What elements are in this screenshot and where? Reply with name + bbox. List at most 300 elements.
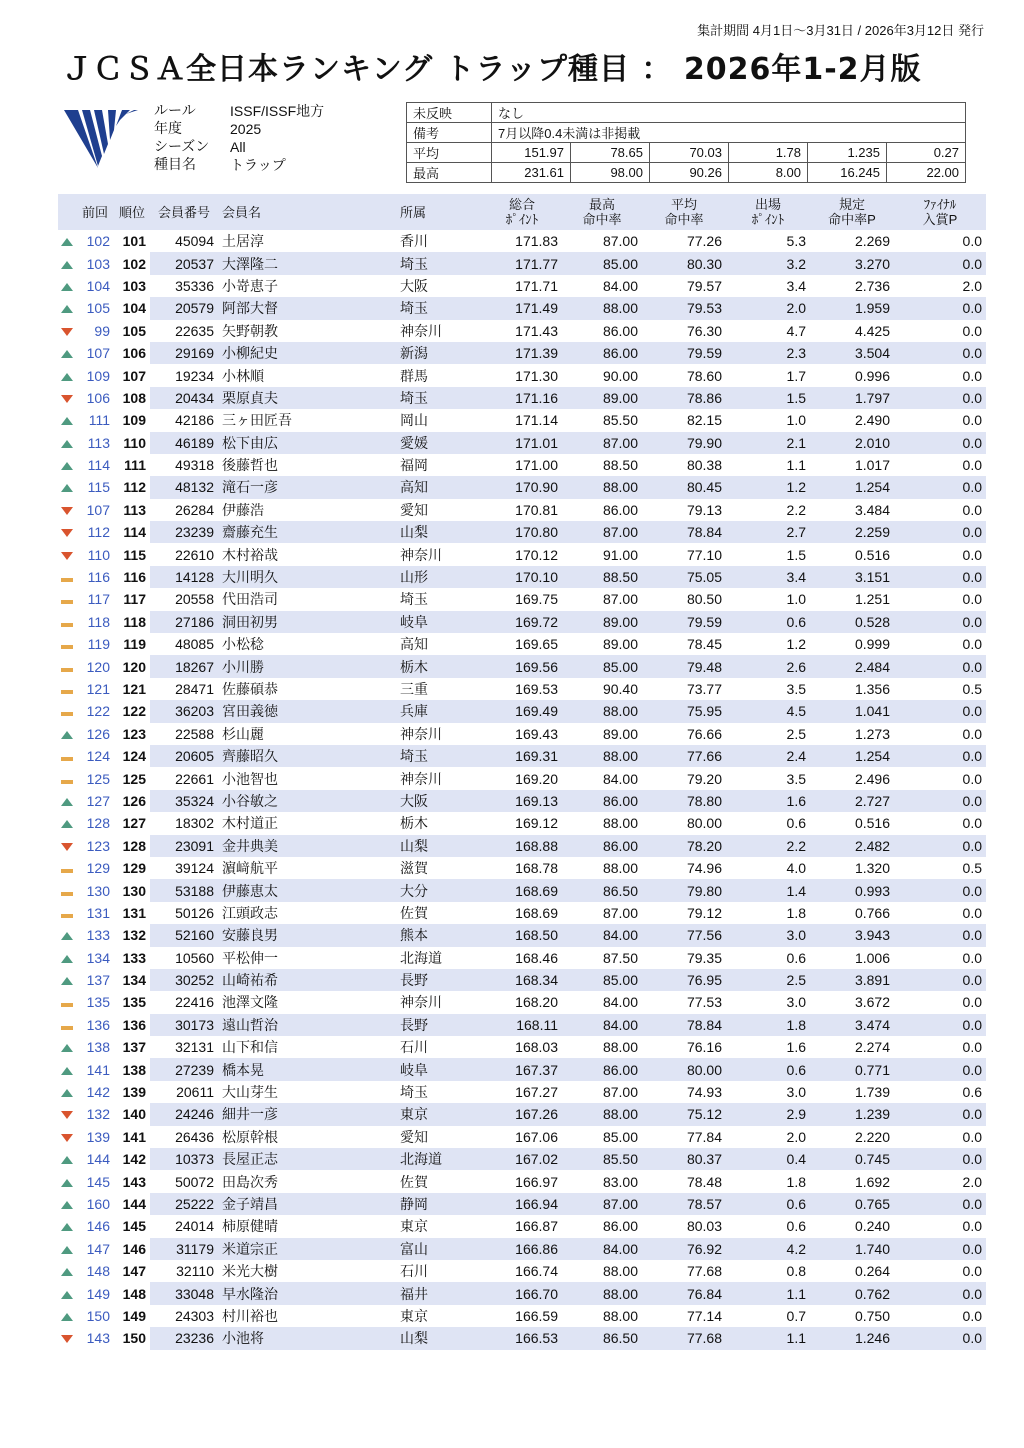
trend-down-icon [61, 552, 73, 560]
header-reg-line1: 規定 [838, 197, 865, 212]
member-name-cell: 佐藤碩恭 [222, 681, 278, 697]
final-prize-points-cell: 0.0 [962, 457, 982, 474]
summary-stats-table [406, 102, 966, 183]
prev-rank-cell: 132 [86, 1106, 110, 1123]
member-name-cell: 長屋正志 [218, 1148, 396, 1170]
best-hit-rate-cell: 88.00 [562, 700, 642, 722]
header-avg [642, 194, 726, 230]
header-appear [726, 194, 810, 230]
member-no-cell: 49318 [175, 457, 214, 474]
regulation-rate-points-cell: 1.356 [854, 681, 890, 697]
avg-hit-rate-cell: 80.30 [642, 252, 726, 274]
trend-same-icon [61, 578, 73, 582]
prev-rank-cell: 128 [86, 815, 110, 832]
prefecture-cell: 岡山 [400, 412, 428, 429]
trend-up-icon [61, 350, 73, 358]
final-prize-points-cell: 0.0 [894, 1193, 986, 1215]
appearance-points-cell: 0.6 [726, 1193, 810, 1215]
member-name-cell: 土居淳 [222, 233, 264, 250]
trend-down-icon [61, 328, 73, 336]
member-name-cell: 滝石一彦 [218, 476, 396, 498]
avg-hit-rate-cell: 80.00 [642, 1058, 726, 1080]
prefecture-cell: 福井 [396, 1282, 482, 1304]
best-hit-rate-cell: 84.00 [562, 1238, 642, 1260]
prefecture-cell: 神奈川 [400, 546, 442, 563]
final-prize-points-cell: 0.0 [962, 1128, 982, 1145]
regulation-rate-points-cell: 1.320 [854, 860, 890, 877]
member-name-cell: 杉山麗 [222, 725, 264, 742]
rank-cell: 103 [122, 277, 146, 294]
member-no-cell: 42186 [175, 412, 214, 429]
appearance-points-cell: 4.7 [786, 322, 806, 339]
meta-row [154, 156, 324, 174]
member-name-cell: 松下由広 [218, 432, 396, 454]
total-points-cell: 171.16 [482, 387, 562, 409]
final-prize-points-cell: 0.6 [962, 1084, 982, 1101]
member-no-cell: 48085 [175, 636, 214, 653]
rank-cell: 115 [123, 546, 146, 563]
trend-up-icon [61, 1246, 73, 1254]
regulation-rate-points-cell: 0.762 [810, 1282, 894, 1304]
trend-down-icon [61, 529, 73, 537]
appearance-points-cell: 3.4 [786, 277, 806, 294]
table-row [58, 1148, 986, 1170]
best-hit-rate-cell: 88.00 [602, 1263, 638, 1280]
final-prize-points-cell: 2.0 [962, 277, 982, 294]
trend-up-icon [61, 417, 73, 425]
appearance-points-cell: 2.2 [726, 835, 810, 857]
member-no-cell: 22661 [175, 770, 214, 787]
trend-cell [58, 543, 76, 565]
trend-cell [58, 1014, 76, 1036]
regulation-rate-points-cell: 3.151 [810, 566, 894, 588]
prefecture-cell: 岐阜 [396, 611, 482, 633]
prev-rank-cell: 104 [86, 277, 110, 294]
total-points-cell: 166.53 [482, 1327, 562, 1349]
prev-rank-cell: 99 [94, 322, 110, 339]
trend-cell [58, 566, 76, 588]
total-points-cell: 169.31 [482, 745, 562, 767]
regulation-rate-points-cell: 2.259 [810, 521, 894, 543]
regulation-rate-points-cell: 0.750 [854, 1307, 890, 1324]
stats-average-value: 78.65 [571, 143, 650, 163]
best-hit-rate-cell: 85.00 [562, 655, 642, 677]
member-name-cell: 伊藤恵太 [218, 879, 396, 901]
rank-cell: 108 [122, 389, 146, 406]
trend-cell [58, 947, 76, 969]
regulation-rate-points-cell: 1.254 [810, 745, 894, 767]
trend-up-icon [61, 1201, 73, 1209]
rank-cell: 147 [122, 1263, 146, 1280]
total-points-cell: 166.97 [515, 1173, 558, 1190]
best-hit-rate-cell: 87.00 [602, 904, 638, 921]
trend-cell [58, 1193, 76, 1215]
trend-up-icon [61, 1291, 73, 1299]
member-name-cell: 平松伸一 [222, 949, 278, 966]
final-prize-points-cell: 0.0 [894, 700, 986, 722]
final-prize-points-cell: 0.0 [962, 770, 982, 787]
total-points-cell: 169.13 [482, 790, 562, 812]
trend-cell [58, 499, 76, 521]
regulation-rate-points-cell: 3.484 [854, 501, 890, 518]
trend-same-icon [61, 757, 73, 761]
avg-hit-rate-cell: 75.05 [642, 566, 726, 588]
avg-hit-rate-cell: 73.77 [686, 681, 722, 697]
prev-rank-cell: 119 [87, 636, 110, 653]
prefecture-cell: 香川 [400, 233, 428, 250]
appearance-points-cell: 1.2 [726, 476, 810, 498]
total-points-cell: 166.86 [482, 1238, 562, 1260]
header-appear-line2: ﾎﾟｲﾝﾄ [751, 212, 785, 227]
rank-cell: 113 [123, 501, 146, 518]
member-name-cell: 安藤良男 [218, 924, 396, 946]
avg-hit-rate-cell: 79.48 [642, 655, 726, 677]
member-no-cell: 29169 [150, 342, 218, 364]
member-no-cell: 50126 [175, 904, 214, 921]
total-points-cell: 169.20 [515, 770, 558, 787]
total-points-cell: 168.88 [482, 835, 562, 857]
stats-max-value: 90.26 [650, 163, 729, 183]
prefecture-cell: 埼玉 [396, 387, 482, 409]
trend-cell [58, 297, 76, 319]
member-name-cell: 大川明久 [218, 566, 396, 588]
avg-hit-rate-cell: 79.53 [642, 297, 726, 319]
member-name-cell: 小谷敏之 [218, 790, 396, 812]
best-hit-rate-cell: 90.40 [602, 681, 638, 697]
prefecture-cell: 埼玉 [400, 1084, 428, 1101]
best-hit-rate-cell: 86.00 [562, 790, 642, 812]
member-name-cell: 米道宗正 [218, 1238, 396, 1260]
best-hit-rate-cell: 88.00 [602, 1039, 638, 1056]
best-hit-rate-cell: 88.00 [562, 476, 642, 498]
final-prize-points-cell: 0.0 [894, 297, 986, 319]
member-no-cell: 50072 [175, 1173, 214, 1190]
header-total-line2: ﾎﾟｲﾝﾄ [505, 212, 539, 227]
best-hit-rate-cell: 84.00 [562, 924, 642, 946]
member-no-cell: 46189 [150, 432, 218, 454]
prefecture-cell: 北海道 [400, 949, 442, 966]
avg-hit-rate-cell: 75.12 [642, 1103, 726, 1125]
table-row [58, 275, 986, 297]
rank-cell: 135 [122, 994, 146, 1011]
table-row [58, 409, 986, 431]
total-points-cell: 171.83 [515, 233, 558, 250]
table-row [58, 879, 986, 901]
header-prev: 前回 [76, 194, 114, 230]
trend-up-icon [61, 1089, 73, 1097]
prev-rank-cell: 145 [86, 1173, 110, 1190]
best-hit-rate-cell: 88.00 [562, 1103, 642, 1125]
prev-rank-cell: 139 [86, 1128, 110, 1145]
appearance-points-cell: 3.5 [786, 681, 806, 697]
table-row [58, 633, 986, 655]
member-no-cell: 36203 [150, 700, 218, 722]
appearance-points-cell: 4.5 [726, 700, 810, 722]
avg-hit-rate-cell: 79.35 [686, 949, 722, 966]
member-no-cell: 23236 [150, 1327, 218, 1349]
regulation-rate-points-cell: 3.504 [810, 342, 894, 364]
regulation-rate-points-cell: 1.739 [854, 1084, 890, 1101]
regulation-rate-points-cell: 1.692 [854, 1173, 890, 1190]
table-row [58, 1036, 986, 1058]
regulation-rate-points-cell: 0.993 [810, 879, 894, 901]
stats-max-value: 22.00 [887, 163, 966, 183]
trend-cell [58, 1260, 76, 1282]
regulation-rate-points-cell: 1.251 [854, 591, 890, 608]
member-name-cell: 金井典美 [218, 835, 396, 857]
final-prize-points-cell: 0.0 [894, 566, 986, 588]
appearance-points-cell: 1.2 [786, 636, 806, 653]
appearance-points-cell: 5.3 [786, 233, 806, 250]
header-reg [810, 194, 894, 230]
table-row [58, 1103, 986, 1125]
trend-cell [58, 432, 76, 454]
table-row [58, 1238, 986, 1260]
regulation-rate-points-cell: 0.745 [810, 1148, 894, 1170]
meta-value: トラップ [230, 157, 286, 173]
final-prize-points-cell: 0.0 [894, 432, 986, 454]
final-prize-points-cell: 0.0 [894, 1327, 986, 1349]
trend-cell [58, 879, 76, 901]
table-row [58, 1260, 986, 1282]
avg-hit-rate-cell: 80.03 [686, 1218, 722, 1235]
final-prize-points-cell: 0.0 [894, 1058, 986, 1080]
table-row [58, 364, 986, 386]
stats-label: 最高 [407, 163, 492, 183]
member-no-cell: 24303 [175, 1307, 214, 1324]
best-hit-rate-cell: 89.00 [562, 387, 642, 409]
table-row [58, 1327, 986, 1349]
best-hit-rate-cell: 85.00 [562, 969, 642, 991]
appearance-points-cell: 1.6 [726, 790, 810, 812]
trend-cell [58, 588, 76, 610]
appearance-points-cell: 1.5 [786, 546, 806, 563]
total-points-cell: 167.26 [482, 1103, 562, 1125]
final-prize-points-cell: 0.0 [962, 233, 982, 250]
prefecture-cell: 滋賀 [400, 860, 428, 877]
member-name-cell: 濵﨑航平 [222, 860, 278, 877]
regulation-rate-points-cell: 2.274 [854, 1039, 890, 1056]
prev-rank-cell: 133 [86, 927, 110, 944]
stats-value: 7月以降0.4未満は非掲載 [492, 123, 966, 143]
rank-cell: 126 [122, 792, 146, 809]
trend-same-icon [61, 892, 73, 896]
member-no-cell: 32110 [176, 1263, 214, 1280]
prefecture-cell: 山梨 [396, 1327, 482, 1349]
trend-same-icon [61, 780, 73, 784]
appearance-points-cell: 1.6 [786, 1039, 806, 1056]
table-row [58, 745, 986, 767]
best-hit-rate-cell: 84.00 [602, 994, 638, 1011]
rank-cell: 144 [122, 1195, 146, 1212]
best-hit-rate-cell: 88.00 [602, 1307, 638, 1324]
member-no-cell: 35336 [175, 277, 214, 294]
rank-cell: 123 [122, 725, 146, 742]
prev-rank-cell: 142 [86, 1084, 110, 1101]
final-prize-points-cell: 0.0 [894, 1238, 986, 1260]
best-hit-rate-cell: 86.00 [562, 1058, 642, 1080]
best-hit-rate-cell: 88.50 [602, 457, 638, 474]
trend-up-icon [61, 462, 73, 470]
appearance-points-cell: 1.0 [786, 591, 806, 608]
stats-row-max [407, 163, 966, 183]
appearance-points-cell: 0.6 [726, 1058, 810, 1080]
trend-cell [58, 1170, 76, 1192]
table-row [58, 566, 986, 588]
trend-up-icon [61, 1179, 73, 1187]
meta-key: シーズン [154, 139, 210, 155]
final-prize-points-cell: 0.0 [894, 924, 986, 946]
final-prize-points-cell: 0.0 [894, 655, 986, 677]
prefecture-cell: 富山 [396, 1238, 482, 1260]
prev-rank-cell: 118 [87, 613, 110, 630]
stats-label: 備考 [407, 123, 492, 143]
member-name-cell: 山崎祐希 [218, 969, 396, 991]
final-prize-points-cell: 0.0 [894, 252, 986, 274]
member-no-cell: 25222 [150, 1193, 218, 1215]
regulation-rate-points-cell: 3.891 [810, 969, 894, 991]
appearance-points-cell: 3.0 [726, 924, 810, 946]
trend-cell [58, 700, 76, 722]
regulation-rate-points-cell: 3.672 [854, 994, 890, 1011]
avg-hit-rate-cell: 78.84 [642, 1014, 726, 1036]
regulation-rate-points-cell: 1.273 [854, 725, 890, 742]
avg-hit-rate-cell: 79.13 [686, 501, 722, 518]
regulation-rate-points-cell: 0.264 [854, 1263, 890, 1280]
member-name-cell: 柿原健晴 [222, 1218, 278, 1235]
prefecture-cell: 大分 [396, 879, 482, 901]
table-row [58, 1014, 986, 1036]
member-no-cell: 26284 [175, 501, 214, 518]
member-name-cell: 米光大樹 [222, 1263, 278, 1280]
prefecture-cell: 福岡 [400, 457, 428, 474]
total-points-cell: 168.69 [482, 879, 562, 901]
total-points-cell: 171.77 [482, 252, 562, 274]
header-avg-line1: 平均 [670, 197, 697, 212]
prev-rank-cell: 117 [87, 591, 110, 608]
final-prize-points-cell: 0.0 [894, 476, 986, 498]
rank-cell: 139 [122, 1084, 146, 1101]
appearance-points-cell: 0.6 [786, 815, 806, 832]
best-hit-rate-cell: 86.00 [602, 1218, 638, 1235]
best-hit-rate-cell: 91.00 [602, 546, 638, 563]
trend-cell [58, 655, 76, 677]
rank-cell: 143 [122, 1173, 146, 1190]
header-total [482, 194, 562, 230]
member-name-cell: 阿部大督 [218, 297, 396, 319]
table-row [58, 521, 986, 543]
appearance-points-cell: 0.6 [786, 1218, 806, 1235]
member-no-cell: 23091 [150, 835, 218, 857]
rank-cell: 102 [122, 255, 146, 272]
trend-down-icon [61, 1111, 73, 1119]
trend-cell [58, 320, 76, 342]
avg-hit-rate-cell: 78.60 [686, 367, 722, 384]
appearance-points-cell: 2.2 [786, 501, 806, 518]
member-name-cell: 洞田初男 [218, 611, 396, 633]
member-name-cell: 三ヶ田匠吾 [222, 412, 292, 429]
member-name-cell: 金子靖昌 [218, 1193, 396, 1215]
best-hit-rate-cell: 83.00 [602, 1173, 638, 1190]
trend-up-icon [61, 798, 73, 806]
appearance-points-cell: 1.1 [786, 457, 806, 474]
prev-rank-cell: 114 [87, 457, 110, 474]
avg-hit-rate-cell: 77.26 [686, 233, 722, 250]
appearance-points-cell: 2.4 [726, 745, 810, 767]
member-no-cell: 10373 [150, 1148, 218, 1170]
trend-up-icon [61, 238, 73, 246]
trend-cell [58, 1126, 76, 1148]
header-pref: 所属 [396, 194, 482, 230]
rank-cell: 107 [122, 367, 146, 384]
member-no-cell: 20611 [176, 1084, 214, 1101]
trend-up-icon [61, 820, 73, 828]
rank-cell: 136 [122, 1016, 146, 1033]
avg-hit-rate-cell: 76.16 [686, 1039, 722, 1056]
prev-rank-cell: 129 [86, 860, 110, 877]
prev-rank-cell: 126 [86, 725, 110, 742]
total-points-cell: 170.10 [482, 566, 562, 588]
meta-key: 年度 [154, 121, 182, 137]
stats-average-value: 0.27 [887, 143, 966, 163]
member-no-cell: 31179 [150, 1238, 218, 1260]
final-prize-points-cell: 0.0 [962, 1307, 982, 1324]
prev-rank-cell: 110 [87, 546, 110, 563]
final-prize-points-cell: 0.0 [962, 994, 982, 1011]
stats-label: 平均 [407, 143, 492, 163]
regulation-rate-points-cell: 0.240 [854, 1218, 890, 1235]
trend-cell [58, 1238, 76, 1260]
member-name-cell: 細井一彦 [218, 1103, 396, 1125]
prefecture-cell: 愛知 [400, 501, 428, 518]
rank-cell: 142 [122, 1151, 146, 1168]
member-no-cell: 24014 [175, 1218, 214, 1235]
table-row [58, 767, 986, 789]
avg-hit-rate-cell: 78.20 [642, 835, 726, 857]
trend-up-icon [61, 955, 73, 963]
trend-cell [58, 678, 76, 700]
final-prize-points-cell: 0.0 [962, 322, 982, 339]
appearance-points-cell: 1.5 [726, 387, 810, 409]
table-row [58, 857, 986, 879]
prev-rank-cell: 105 [86, 300, 110, 317]
appearance-points-cell: 2.0 [786, 1128, 806, 1145]
prev-rank-cell: 124 [86, 748, 110, 765]
prefecture-cell: 群馬 [400, 367, 428, 384]
avg-hit-rate-cell: 76.84 [642, 1282, 726, 1304]
total-points-cell: 166.87 [515, 1218, 558, 1235]
appearance-points-cell: 0.7 [786, 1307, 806, 1324]
trend-up-icon [61, 977, 73, 985]
regulation-rate-points-cell: 1.740 [810, 1238, 894, 1260]
member-no-cell: 19234 [175, 367, 214, 384]
trend-same-icon [61, 869, 73, 873]
rank-cell: 146 [122, 1240, 146, 1257]
prefecture-cell: 東京 [400, 1218, 428, 1235]
total-points-cell: 170.12 [515, 546, 558, 563]
member-name-cell: 木村道正 [222, 815, 278, 832]
prefecture-cell: 大阪 [400, 277, 428, 294]
avg-hit-rate-cell: 79.59 [642, 611, 726, 633]
table-row [58, 1215, 986, 1237]
member-name-cell: 後藤哲也 [222, 457, 278, 474]
trend-up-icon [61, 484, 73, 492]
prefecture-cell: 東京 [400, 1307, 428, 1324]
page-title: ＪＣＳＡ全日本ランキング トラップ種目 ： 2026年1-2月版 [62, 52, 922, 87]
avg-hit-rate-cell: 77.10 [686, 546, 722, 563]
prefecture-cell: 神奈川 [400, 725, 442, 742]
total-points-cell: 171.71 [515, 277, 558, 294]
